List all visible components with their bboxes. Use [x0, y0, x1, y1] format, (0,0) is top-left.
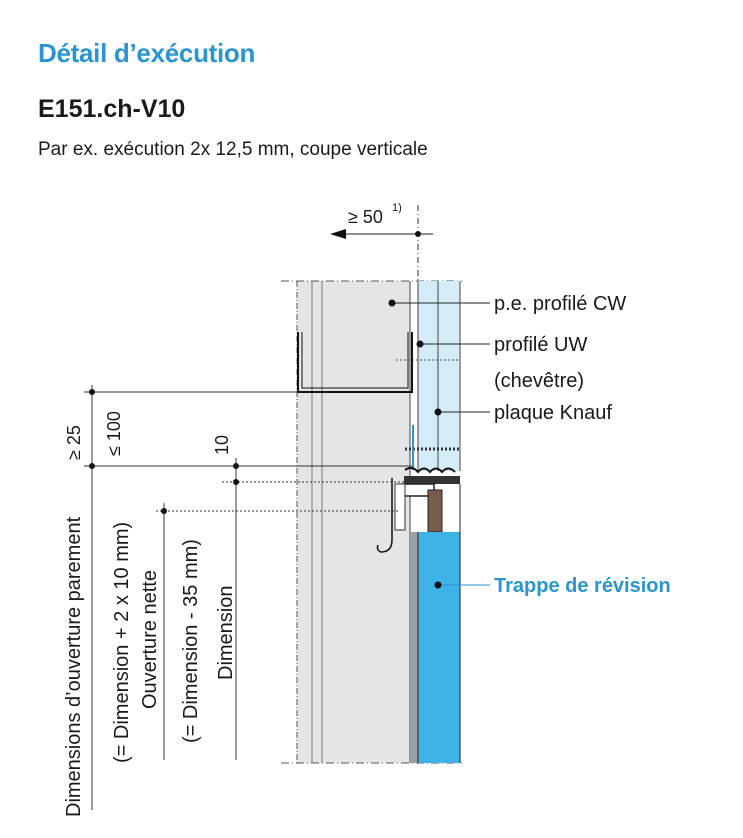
- dim-top-label: ≥ 50: [348, 207, 383, 227]
- dim-top-note: 1): [392, 202, 402, 214]
- dim-dot-top: [415, 231, 421, 237]
- dim-dot-v1b: [89, 463, 95, 469]
- frame-top: [404, 476, 460, 484]
- dim-dot-v2: [161, 508, 167, 514]
- dim-clear-label: Ouverture nette: [139, 570, 161, 709]
- leader-trappe-dot: [435, 582, 442, 589]
- detail-code: E151.ch-V10: [38, 95, 186, 123]
- dim-clear-formula: (= Dimension - 35 mm): [180, 539, 202, 743]
- leader-plaque-dot: [435, 409, 442, 416]
- dim-dot-v3b: [233, 479, 239, 485]
- dim-dot-v1a: [89, 389, 95, 395]
- label-trappe: Trappe de révision: [494, 575, 671, 597]
- label-profile-cw: p.e. profilé CW: [494, 293, 627, 315]
- frame-gasket: [428, 490, 442, 532]
- panel-frame: [410, 532, 418, 763]
- arrow-left-icon: [330, 229, 346, 239]
- dim-dimension-label: Dimension: [215, 585, 237, 680]
- leader-uw-dot: [417, 341, 424, 348]
- dim-ge25-label: ≥ 25: [64, 425, 84, 460]
- page-title: Détail d’exécution: [38, 38, 256, 68]
- dim-opening-label: Dimensions d’ouverture parement: [63, 516, 85, 817]
- gypsum-board-wall: [297, 281, 410, 763]
- dim-ten-label: 10: [212, 434, 232, 455]
- leader-cw-dot: [389, 300, 396, 307]
- upper-cavity: [418, 281, 460, 471]
- revision-panel: [418, 532, 460, 763]
- detail-subtitle: Par ex. exécution 2x 12,5 mm, coupe verticale: [38, 139, 428, 160]
- dim-dot-v3a: [233, 463, 239, 469]
- clip-body: [395, 484, 405, 530]
- label-profile-uw: profilé UW: [494, 334, 588, 356]
- label-plaque: plaque Knauf: [494, 402, 612, 424]
- label-chevetre: (chevêtre): [494, 370, 585, 392]
- dim-opening-formula: (= Dimension + 2 x 10 mm): [111, 521, 133, 763]
- dim-le100-label: ≤ 100: [104, 411, 124, 456]
